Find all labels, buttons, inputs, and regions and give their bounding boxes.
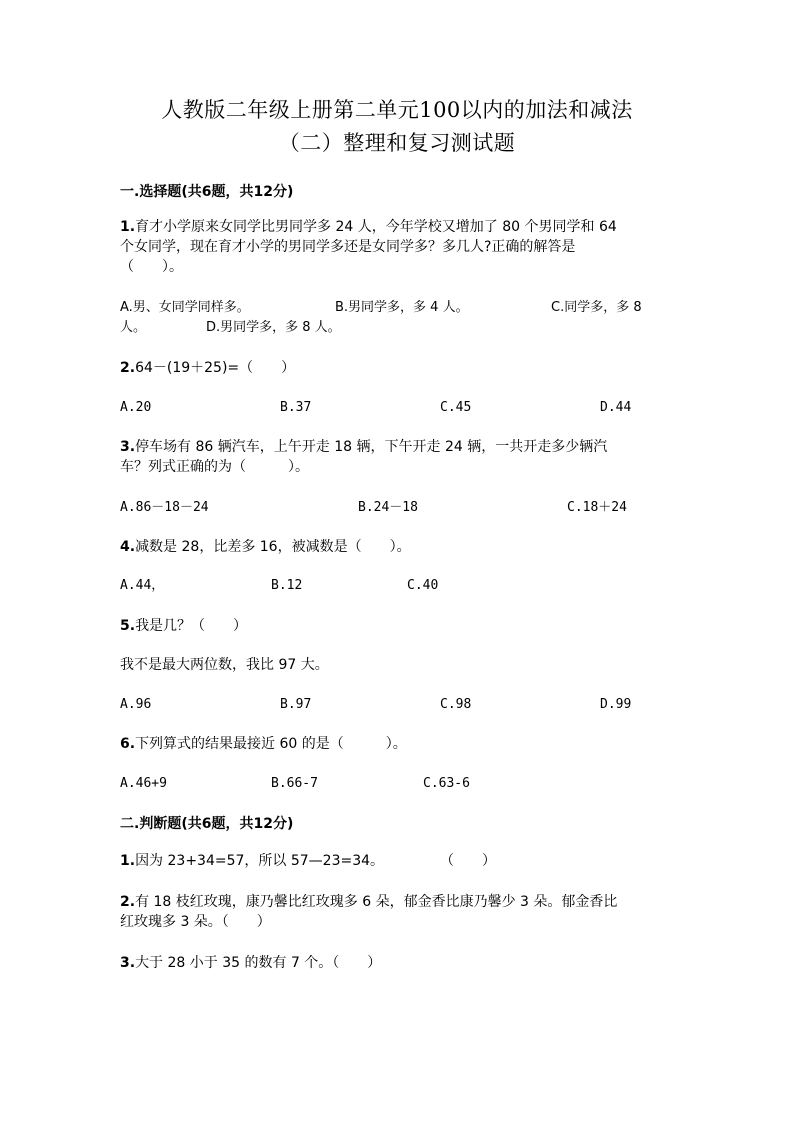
option-b[interactable]: B.12 <box>271 578 303 593</box>
judgement-2-line2: 红玫瑰多 3 朵。（ ） <box>120 914 271 930</box>
option-c[interactable]: C.63-6 <box>423 776 470 791</box>
option-d[interactable]: D.44 <box>600 400 632 415</box>
option-a[interactable]: A.44， <box>120 578 165 593</box>
question-3-line2: 车？列式正确的为（ ）。 <box>120 459 309 475</box>
question-number: 1. <box>120 219 136 235</box>
section-heading-choice: 一.选择题(共6题，共12分) <box>120 184 294 200</box>
section-heading-judgement: 二.判断题(共6题，共12分) <box>120 816 294 832</box>
judgement-2 <box>120 892 680 932</box>
question-number: 2. <box>120 894 136 910</box>
option-c[interactable]: C.98 <box>440 697 472 712</box>
option-a[interactable]: A.46+9 <box>120 776 167 791</box>
option-b[interactable]: B.24－18 <box>358 500 418 515</box>
question-1 <box>120 217 680 277</box>
question-number: 6. <box>120 736 136 752</box>
option-d[interactable]: D.99 <box>600 697 632 712</box>
page-title-line2: （二）整理和复习测试题 <box>278 131 516 155</box>
question-1-line3: （ ）。 <box>120 259 183 275</box>
question-5-subtext: 我不是最大两位数，我比 97 大。 <box>120 657 329 673</box>
question-2: 2.64－(19＋25)=（ ） <box>120 360 296 376</box>
option-c-continued: 人。 <box>120 320 147 335</box>
option-a[interactable]: A.86－18－24 <box>120 500 209 515</box>
option-c[interactable]: C.18＋24 <box>567 500 627 515</box>
option-c[interactable]: C.同学多，多 8 <box>551 300 642 315</box>
question-number: 1. <box>120 853 136 869</box>
question-number: 2. <box>120 360 136 376</box>
question-6: 6.下列算式的结果最接近 60 的是（ ）。 <box>120 736 407 752</box>
option-b[interactable]: B.97 <box>280 697 312 712</box>
option-a[interactable]: A.男、女同学同样多。 <box>120 300 250 315</box>
option-c[interactable]: C.40 <box>407 578 439 593</box>
question-3 <box>120 437 680 477</box>
page-title-line1: 人教版二年级上册第二单元100以内的加法和减法 <box>161 98 633 122</box>
question-number: 4. <box>120 539 136 555</box>
question-number: 5. <box>120 618 136 634</box>
option-b[interactable]: B.66-7 <box>271 776 318 791</box>
question-number: 3. <box>120 955 136 971</box>
option-a[interactable]: A.96 <box>120 697 152 712</box>
judgement-3: 3.大于 28 小于 35 的数有 7 个。（ ） <box>120 955 382 971</box>
judgement-2-line1: 2.有 18 枝红玫瑰，康乃馨比红玫瑰多 6 朵，郁金香比康乃馨少 3 朵。郁金香比 <box>120 894 618 910</box>
question-number: 3. <box>120 439 136 455</box>
option-a[interactable]: A.20 <box>120 400 152 415</box>
option-b[interactable]: B.37 <box>280 400 312 415</box>
question-3-line1: 3.停车场有 86 辆汽车，上午开走 18 辆，下午开走 24 辆，一共开走多少辆汽 <box>120 439 608 455</box>
question-1-line1: 1.育才小学原来女同学比男同学多 24 人，今年学校又增加了 80 个男同学和 64 <box>120 219 617 235</box>
option-c[interactable]: C.45 <box>440 400 472 415</box>
option-d[interactable]: D.男同学多，多 8 人。 <box>206 320 341 335</box>
question-1-line2: 个女同学，现在育才小学的男同学多还是女同学多？多几人?正确的解答是 <box>120 239 576 255</box>
option-b[interactable]: B.男同学多，多 4 人。 <box>335 300 469 315</box>
question-5: 5.我是几？（ ） <box>120 618 248 634</box>
judgement-1: 1.因为 23+34=57，所以 57—23=34。 （ ） <box>120 853 497 869</box>
question-4: 4.减数是 28，比差多 16，被减数是（ ）。 <box>120 539 411 555</box>
